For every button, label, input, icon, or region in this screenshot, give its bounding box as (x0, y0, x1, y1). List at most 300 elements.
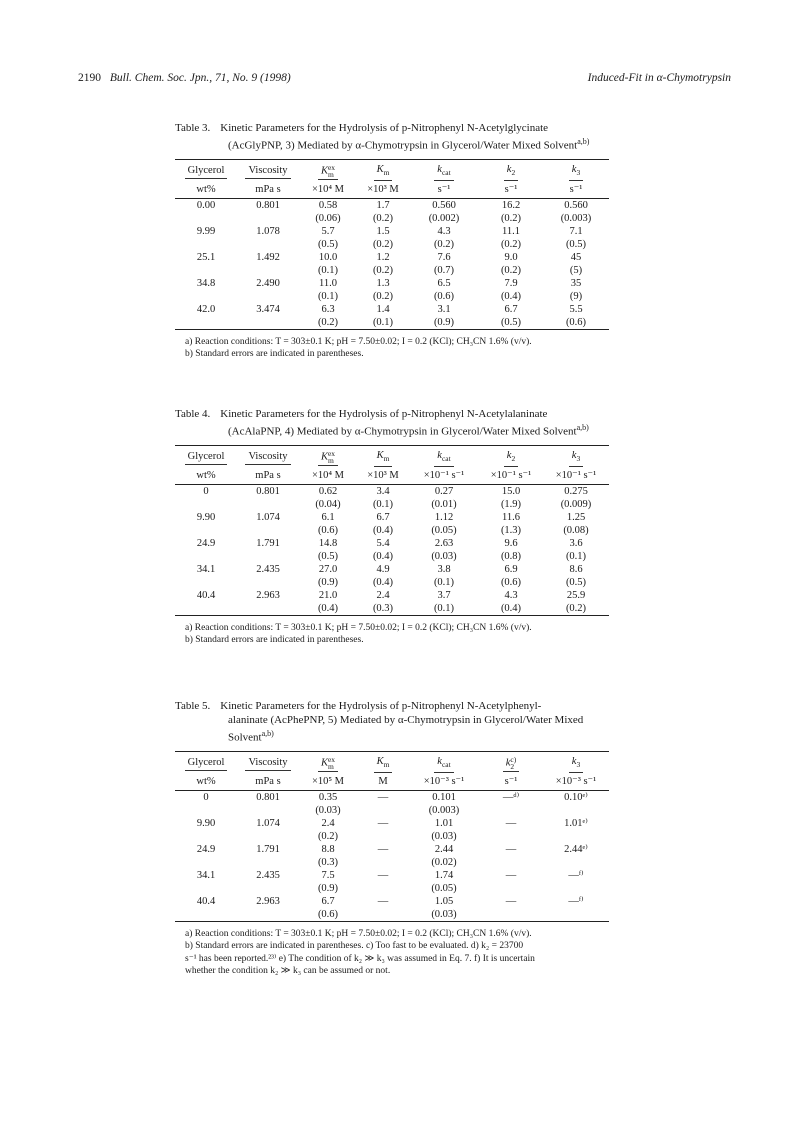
table-cell: —ᶠ⁾ (568, 869, 584, 881)
table-cell: —ᵈ⁾ (502, 791, 520, 803)
table-cell: 5.5 (569, 303, 583, 315)
error-cell (479, 882, 543, 895)
error-cell: (9) (569, 290, 583, 302)
error-cell: (0.6) (543, 316, 609, 330)
error-cell: (0.009) (560, 498, 592, 510)
table-note: b) Standard errors are indicated in parentheses. (185, 349, 364, 360)
error-cell: (0.4) (500, 290, 522, 302)
table-cell: — (377, 843, 389, 855)
data-table (175, 751, 609, 922)
error-cell (479, 908, 543, 922)
column-name (434, 163, 453, 181)
column-symbol: K (320, 165, 328, 177)
superscript: ex (327, 448, 336, 458)
error-cell: (0.8) (500, 550, 522, 562)
caption-text: Kinetic Parameters for the Hydrolysis of p-Nitrophenyl N-Acetylphenyl- (220, 700, 542, 712)
table-cell: 0.35 (318, 791, 338, 803)
column-symbol: K (320, 757, 328, 769)
error-cell (175, 524, 237, 537)
table-row-error (175, 264, 609, 277)
error-cell: (0.2) (500, 264, 522, 276)
subscript: 2 (510, 761, 515, 771)
error-cell: (0.03) (315, 804, 341, 816)
error-cell: (0.2) (317, 830, 339, 842)
column-header (479, 751, 543, 774)
table-row-error (175, 856, 609, 869)
column-unit: wt% (175, 182, 237, 199)
error-cell: (0.2) (372, 212, 394, 224)
column-unit: ×10⁻³ s⁻¹ (409, 774, 479, 791)
table-row (175, 869, 609, 882)
table-cell: 1.074 (256, 511, 280, 523)
column-symbol: Glycerol (187, 757, 225, 769)
table-row (175, 198, 609, 212)
running-header (78, 72, 731, 90)
error-cell (237, 212, 299, 225)
error-cell (237, 602, 299, 616)
caption-footnote-mark: a,b) (577, 137, 590, 146)
table-cell: 1.791 (256, 537, 280, 549)
table-cell: 0.560 (432, 199, 456, 211)
caption-line (175, 713, 609, 727)
table-row-error (175, 550, 609, 563)
column-name (503, 756, 520, 772)
table-cell: 45 (570, 251, 582, 263)
column-header (237, 159, 299, 182)
caption-line (175, 699, 609, 713)
superscript: ex (327, 754, 336, 764)
error-cell: (0.2) (372, 290, 394, 302)
table-row-error (175, 908, 609, 922)
table-note: b) Standard errors are indicated in parentheses. (185, 635, 364, 646)
error-cell (237, 264, 299, 277)
table-cell: 9.99 (196, 225, 216, 237)
error-cell: (0.08) (563, 524, 589, 536)
error-cell: (5) (569, 264, 583, 276)
table-cell: 24.9 (196, 843, 216, 855)
table-cell: 1.2 (376, 251, 390, 263)
error-cell (357, 882, 409, 895)
error-cell: (1.3) (500, 524, 522, 536)
error-cell: (0.5) (565, 576, 587, 588)
table-row-error (175, 602, 609, 616)
column-symbol: k (437, 755, 442, 767)
error-cell (175, 576, 237, 589)
error-cell: (0.01) (431, 498, 457, 510)
table-note: a) Reaction conditions: T = 303±0.1 K; pH = 7.50±0.02; I = 0.2 (KCl); CH₃CN 1.6% (v/v). (185, 928, 532, 939)
column-name (374, 163, 393, 181)
table-cell: 1.7 (376, 199, 390, 211)
column-symbol: k (505, 757, 511, 769)
table-cell: 11.6 (502, 511, 520, 523)
error-cell (543, 830, 609, 843)
page-number: 2190 (78, 72, 101, 84)
table-row (175, 790, 609, 804)
table-row-error (175, 524, 609, 537)
table-cell: 9.90 (196, 511, 216, 523)
table-note: a) Reaction conditions: T = 303±0.1 K; pH = 7.50±0.02; I = 0.2 (KCl); CH₃CN 1.6% (v/v). (185, 336, 532, 347)
table-cell: 40.4 (196, 895, 216, 907)
table-cell: 3.474 (256, 303, 280, 315)
table-notes (175, 336, 609, 361)
table-cell: 2.44ᵉ⁾ (564, 843, 588, 855)
table-cell: 0.801 (256, 791, 280, 803)
column-unit: s⁻¹ (543, 182, 609, 199)
error-cell: (0.1) (565, 550, 587, 562)
table-4-block (175, 407, 609, 647)
header-left (78, 72, 291, 84)
column-symbol: k (437, 163, 442, 175)
column-unit: ×10³ M (357, 182, 409, 199)
error-cell (237, 498, 299, 511)
error-cell: (0.3) (317, 856, 339, 868)
error-cell: (0.2) (500, 238, 522, 250)
table-cell: 11.1 (502, 225, 520, 237)
error-cell (175, 856, 237, 869)
table-cell: — (505, 895, 517, 907)
table-cell: 1.4 (376, 303, 390, 315)
error-cell: (0.4) (299, 602, 357, 616)
error-cell: (0.04) (315, 498, 341, 510)
column-unit: mPa s (237, 774, 299, 791)
table-caption (175, 121, 609, 153)
column-symbol: k (506, 449, 512, 461)
table-cell: 6.5 (437, 277, 451, 289)
table-note: b) Standard errors are indicated in parentheses. c) Too fast to be evaluated. d) k₂ = 23700 (185, 941, 524, 952)
caption-text: alaninate (AcPhePNP, 5) Mediated by α-Chymotrypsin in Glycerol/Water Mixed (228, 714, 584, 726)
table-cell: — (377, 895, 389, 907)
caption-line (175, 407, 609, 421)
column-name (245, 164, 290, 179)
table-cell: 1.074 (256, 817, 280, 829)
table-cell: 15.0 (501, 485, 521, 497)
column-header (175, 159, 237, 182)
caption-footnote-mark: a,b) (576, 423, 589, 432)
table-note: whether the condition k₂ ≫ k₃ can be assumed or not. (185, 966, 391, 977)
table-cell: 25.9 (566, 589, 586, 601)
table-cell: 1.25 (566, 511, 586, 523)
error-cell (175, 908, 237, 922)
error-cell (175, 316, 237, 330)
error-cell: (0.1) (317, 290, 339, 302)
subscript: cat (441, 167, 451, 177)
error-cell: (0.1) (433, 576, 455, 588)
caption-text: Kinetic Parameters for the Hydrolysis of p-Nitrophenyl N-Acetylalaninate (220, 408, 548, 420)
column-header (409, 751, 479, 774)
table-cell: 1.791 (256, 843, 280, 855)
table-cell: 9.6 (504, 537, 518, 549)
error-cell (357, 856, 409, 869)
column-name (569, 163, 583, 181)
subscript: m (327, 455, 334, 465)
error-cell: (0.9) (317, 882, 339, 894)
subscript: 3 (576, 167, 581, 177)
error-cell: (0.3) (357, 602, 409, 616)
column-unit: ×10⁴ M (299, 468, 357, 485)
column-name (245, 450, 290, 465)
data-table (175, 445, 609, 616)
table-row-error (175, 316, 609, 330)
column-name (434, 449, 453, 467)
table-cell: 14.8 (318, 537, 338, 549)
error-cell: (0.03) (431, 550, 457, 562)
table-cell: 2.435 (256, 563, 280, 575)
error-cell (543, 908, 609, 922)
table-cell: — (505, 843, 517, 855)
table-cell: 0.62 (318, 485, 338, 497)
table-caption (175, 407, 609, 439)
column-unit: s⁻¹ (479, 774, 543, 791)
superscript: ex (327, 162, 336, 172)
error-cell (543, 804, 609, 817)
column-symbol: Viscosity (248, 165, 288, 177)
table-cell: 1.3 (376, 277, 390, 289)
table-cell: 1.05 (434, 895, 454, 907)
table-cell: 1.078 (256, 225, 280, 237)
error-cell (175, 830, 237, 843)
table-cell: — (377, 791, 389, 803)
subscript: m (383, 453, 390, 463)
table-cell: 2.63 (434, 537, 454, 549)
table-cell: 3.4 (376, 485, 390, 497)
column-unit: s⁻¹ (479, 182, 543, 199)
error-cell: (0.05) (431, 524, 457, 536)
table-row-error (175, 238, 609, 251)
error-cell (237, 576, 299, 589)
column-header (543, 159, 609, 182)
error-cell: (0.002) (428, 212, 460, 224)
table-cell: 25.1 (196, 251, 216, 263)
error-cell (479, 856, 543, 869)
table-row (175, 277, 609, 290)
table-cell: 2.4 (321, 817, 335, 829)
column-symbol: Viscosity (248, 451, 288, 463)
column-unit: ×10⁴ M (299, 182, 357, 199)
column-header (175, 751, 237, 774)
table-cell: 1.12 (434, 511, 454, 523)
table-row (175, 563, 609, 576)
symbol-scripts (328, 450, 335, 464)
caption-line (175, 135, 609, 153)
column-header (543, 445, 609, 468)
data-table (175, 159, 609, 330)
error-cell (237, 316, 299, 330)
caption-text: (AcGlyPNP, 3) Mediated by α-Chymotrypsin in Glycerol/Water Mixed Solvent (228, 139, 578, 152)
table-cell: 0.801 (256, 199, 280, 211)
column-header (409, 159, 479, 182)
column-unit: ×10⁻³ s⁻¹ (543, 774, 609, 791)
error-cell (237, 238, 299, 251)
table-cell: 2.963 (256, 895, 280, 907)
table-cell: 6.7 (504, 303, 518, 315)
table-cell: 16.2 (501, 199, 521, 211)
error-cell (175, 290, 237, 303)
error-cell (175, 264, 237, 277)
column-name (434, 755, 453, 773)
column-header (543, 751, 609, 774)
table-cell: 6.3 (321, 303, 335, 315)
table-cell: 5.7 (321, 225, 335, 237)
column-unit: M (357, 774, 409, 791)
table-row-error (175, 804, 609, 817)
table-row (175, 895, 609, 908)
error-cell (237, 804, 299, 817)
table-cell: 6.7 (376, 511, 390, 523)
caption-text: Kinetic Parameters for the Hydrolysis of p-Nitrophenyl N-Acetylglycinate (220, 122, 549, 134)
column-unit: wt% (175, 774, 237, 791)
subscript: m (327, 169, 334, 179)
table-row (175, 251, 609, 264)
table-cell: 5.4 (376, 537, 390, 549)
table-label: Table 5. (175, 700, 211, 712)
column-name (374, 755, 393, 773)
error-cell (237, 550, 299, 563)
column-name (374, 449, 393, 467)
column-symbol: k (571, 163, 577, 175)
column-name (185, 450, 228, 465)
error-cell: (0.6) (299, 908, 357, 922)
table-row-error (175, 212, 609, 225)
symbol-scripts (510, 756, 516, 770)
column-unit: wt% (175, 468, 237, 485)
column-symbol: Glycerol (187, 165, 225, 177)
table-cell: 3.8 (437, 563, 451, 575)
table-row (175, 817, 609, 830)
error-cell: (1.9) (500, 498, 522, 510)
caption-line (175, 727, 609, 745)
error-cell: (0.9) (317, 576, 339, 588)
error-cell: (0.7) (433, 264, 455, 276)
table-cell: — (377, 817, 389, 829)
table-row (175, 537, 609, 550)
column-unit: mPa s (237, 182, 299, 199)
error-cell (175, 882, 237, 895)
column-unit: s⁻¹ (409, 182, 479, 199)
table-cell: 21.0 (318, 589, 338, 601)
table-cell: 34.1 (196, 563, 216, 575)
error-cell (237, 856, 299, 869)
error-cell (237, 908, 299, 922)
error-cell: (0.02) (431, 856, 457, 868)
column-header (299, 159, 357, 182)
subscript: cat (441, 453, 451, 463)
table-cell: 4.3 (437, 225, 451, 237)
column-header (479, 159, 543, 182)
error-cell: (0.5) (565, 238, 587, 250)
table-cell: 0 (203, 791, 209, 803)
table-cell: 42.0 (196, 303, 216, 315)
column-symbol: k (437, 449, 442, 461)
table-notes (175, 622, 609, 647)
column-name (245, 756, 290, 771)
table-cell: 3.7 (437, 589, 451, 601)
table-cell: — (377, 869, 389, 881)
column-unit: mPa s (237, 468, 299, 485)
error-cell: (0.5) (317, 238, 339, 250)
error-cell: (0.4) (372, 524, 394, 536)
table-3-block (175, 121, 609, 361)
caption-text: Solvent (228, 731, 262, 744)
column-symbol: K (376, 449, 384, 461)
table-cell: 7.5 (321, 869, 335, 881)
column-unit: ×10⁻¹ s⁻¹ (479, 468, 543, 485)
error-cell (543, 856, 609, 869)
error-cell (357, 830, 409, 843)
column-name (318, 450, 338, 466)
column-unit: ×10⁻¹ s⁻¹ (543, 468, 609, 485)
column-symbol: K (376, 163, 384, 175)
subscript: 2 (511, 167, 516, 177)
column-header (237, 445, 299, 468)
column-header (357, 445, 409, 468)
table-cell: 2.490 (256, 277, 280, 289)
error-cell: (0.003) (428, 804, 460, 816)
table-row-error (175, 498, 609, 511)
table-cell: 1.5 (376, 225, 390, 237)
subscript: m (383, 167, 390, 177)
error-cell (357, 908, 409, 922)
error-cell: (0.4) (372, 576, 394, 588)
caption-footnote-mark: a,b) (261, 729, 274, 738)
table-cell: — (505, 817, 517, 829)
column-header (357, 159, 409, 182)
table-cell: 9.90 (196, 817, 216, 829)
table-row (175, 511, 609, 524)
table-label: Table 3. (175, 122, 211, 134)
error-cell (237, 524, 299, 537)
table-row-error (175, 830, 609, 843)
subscript: m (383, 759, 390, 769)
table-row (175, 303, 609, 316)
column-header (357, 751, 409, 774)
error-cell: (0.003) (560, 212, 592, 224)
error-cell: (0.2) (372, 264, 394, 276)
error-cell (237, 830, 299, 843)
running-title: Induced-Fit in α-Chymotrypsin (587, 72, 731, 84)
table-row (175, 843, 609, 856)
subscript: cat (441, 759, 451, 769)
column-header (237, 751, 299, 774)
column-header (299, 751, 357, 774)
table-row-error (175, 290, 609, 303)
column-name (569, 449, 583, 467)
error-cell (479, 804, 543, 817)
error-cell (175, 602, 237, 616)
column-symbol: K (376, 755, 384, 767)
subscript: m (327, 761, 334, 771)
table-cell: 3.6 (569, 537, 583, 549)
error-cell: (0.5) (479, 316, 543, 330)
table-cell: 11.0 (319, 277, 337, 289)
table-cell: 8.6 (569, 563, 583, 575)
error-cell (175, 238, 237, 251)
error-cell: (0.03) (409, 908, 479, 922)
column-unit: ×10³ M (357, 468, 409, 485)
symbol-scripts (328, 164, 335, 178)
column-header (175, 445, 237, 468)
table-cell: — (505, 869, 517, 881)
table-cell: 6.7 (321, 895, 335, 907)
column-header (479, 445, 543, 468)
table-cell: 34.8 (196, 277, 216, 289)
table-cell: 27.0 (318, 563, 338, 575)
error-cell (175, 498, 237, 511)
error-cell: (0.5) (317, 550, 339, 562)
column-symbol: Glycerol (187, 451, 225, 463)
subscript: 3 (576, 453, 581, 463)
table-caption (175, 699, 609, 745)
journal-citation: Bull. Chem. Soc. Jpn., 71, No. 9 (1998) (109, 72, 291, 84)
